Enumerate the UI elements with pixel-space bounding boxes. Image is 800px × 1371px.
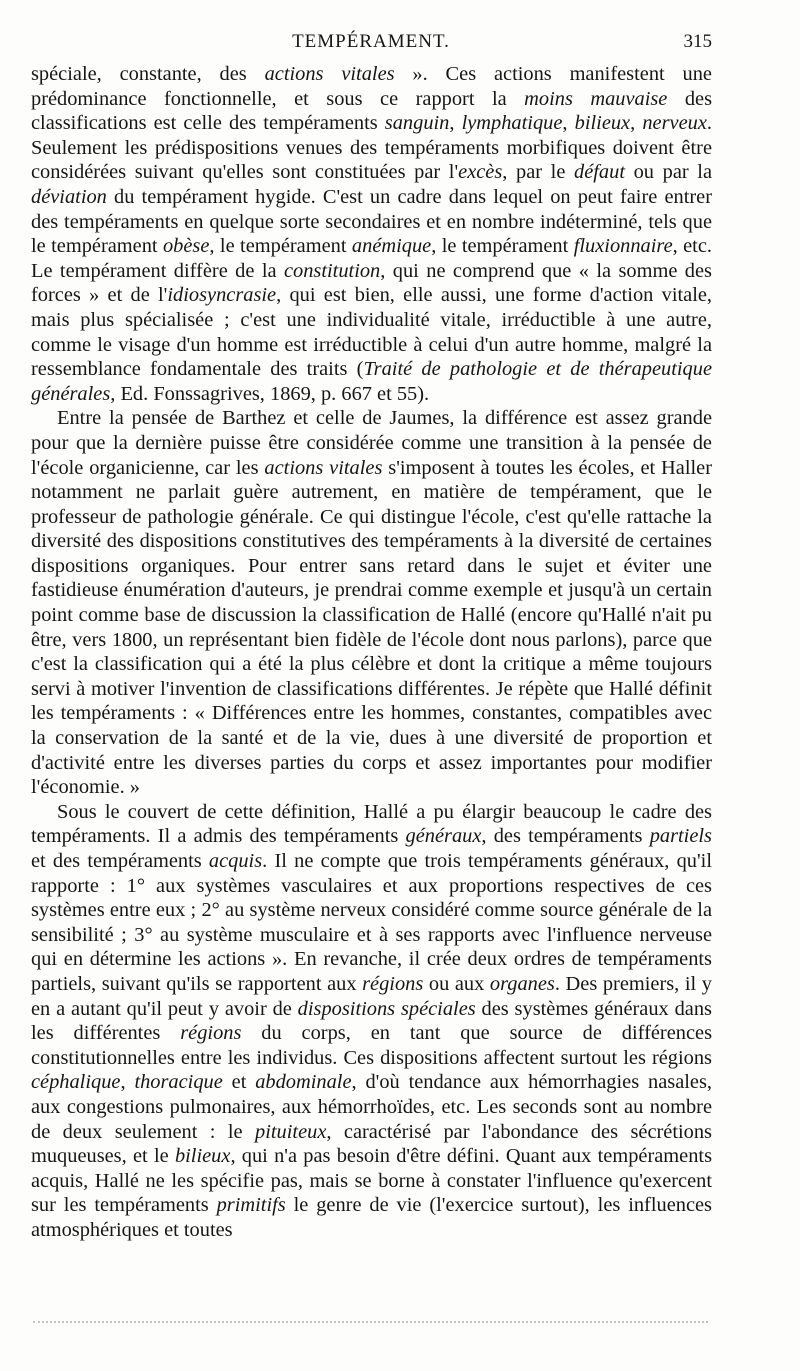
italic-run: Traité de pathologie et de thérapeutique générales <box>31 358 712 405</box>
text-run: , <box>630 112 643 135</box>
text-run: , <box>120 1071 135 1094</box>
text-run: , qui n'a pas besoin d'être défini. Quant aux tempéraments acquis, Hallé ne les spécifie pas, mais se borne à constater l'influence qu'exercent sur les tempéraments <box>31 1145 712 1217</box>
italic-run: céphalique <box>31 1071 121 1094</box>
italic-run: anémique <box>351 235 432 258</box>
italic-run: obèse <box>162 235 210 258</box>
text-run: , caractérisé par l'abondance des sécrétions muqueuses, et le <box>31 1120 712 1168</box>
italic-run: dispositions spéciales <box>297 997 476 1020</box>
text-run: des systèmes généraux dans les différentes <box>31 997 712 1045</box>
italic-run: généraux <box>405 825 482 848</box>
italic-run: sanguin <box>384 112 450 135</box>
text-run: , etc. Le tempérament diffère de la <box>31 235 712 282</box>
italic-run: lymphatique <box>461 112 563 135</box>
text-run: et <box>222 1071 256 1094</box>
text-run: , par le <box>502 161 575 184</box>
italic-run: actions vitales <box>264 456 383 479</box>
text-run: spéciale, constante, des <box>31 63 265 85</box>
text-run: , des tempéraments <box>481 825 650 848</box>
italic-run: abdominale <box>255 1071 352 1094</box>
footer-rule <box>33 1321 708 1323</box>
text-run: Sous le couvert de cette définition, Hallé a pu élargir beaucoup le cadre des tempéraments. Il a admis des tempéraments <box>31 800 712 848</box>
text-run: . Seulement les prédispositions venues des tempéraments morbifiques doivent être considérées suivant qu'elles sont constituées par l' <box>31 112 712 184</box>
text-run: , le tempérament <box>431 235 574 258</box>
text-run: , qui est bien, elle aussi, une forme d'action vitale, mais plus spécialisée ; c'est une individualité vitale, irréductible à une autre, comme le visage d'un homme est irréductible à celui d'un autre homme, malgré la ressemblance fondamentale des traits ( <box>31 284 713 381</box>
italic-run: défaut <box>574 161 625 184</box>
text-run: s'imposent à toutes les écoles, et Haller notamment ne parlait guère autrement, en matière de tempérament, que le professeur de pathologie générale. Ce qui distingue l'école, c'est qu'elle rattache la diversité des dispositions constitutives des tempéraments à la diversité de certaines dispositions organiques. Pour entrer sans retard dans le sujet et éviter une fastidieuse énumération d'auteurs, je prendrai comme exemple et jusqu'à un certain point comme base de discussion la classification de Hallé (encore qu'Hallé n'ait pu être, vers 1800, un représentant bien fidèle de l'école dont nous parlons), parce que c'est la classification qui a été la plus célèbre et dont la critique a même toujours servi à motiver l'invention de classifications différentes. Je répète que Hallé définit les tempéraments : « Différences entre les hommes, constantes, compatibles avec la conservation de la santé et de la vie, dues à une diversité de proportion et d'activité entre les diverses parties du corps et assez importantes pour modifier l'économie. » <box>31 456 712 799</box>
italic-run: bilieux <box>574 112 631 135</box>
italic-run: acquis <box>208 850 263 872</box>
text-run: , le tempérament <box>209 235 352 258</box>
body-text <box>31 62 712 1243</box>
running-title: TEMPÉRAMENT. <box>292 31 450 52</box>
paragraph <box>31 406 712 800</box>
text-run: , Ed. Fonssagrives, 1869, p. 667 et 55). <box>110 382 430 405</box>
text-run: , <box>562 112 575 135</box>
italic-run: primitifs <box>216 1194 286 1217</box>
text-run: du corps, en tant que source de différences constitutionnelles entre les individus. Ces dispositions affectent surtout les régions <box>31 1022 712 1069</box>
page-header <box>30 31 712 57</box>
text-run: , d'où tendance aux hémorrhagies nasales, aux congestions pulmonaires, aux hémorrhoïdes, etc. Les seconds sont au nombre de deux seulement : le <box>31 1071 712 1143</box>
text-run: . Il ne compte que trois tempéraments généraux, qu'il rapporte : 1° aux systèmes vasculaires et aux proportions respectives de ces systèmes entre eux ; 2° au système nerveux considéré comme source générale de la sensibilité ; 3° au système musculaire et à ses rapports avec l'influence nerveuse qui en détermine les actions ». En revanche, il crée deux ordres de tempéraments partiels, suivant qu'ils se rapportent aux <box>31 850 712 995</box>
italic-run: bilieux <box>174 1145 231 1168</box>
text-run: et des tempéraments <box>31 850 209 872</box>
text-run: . Des premiers, il y en a autant qu'il peut y avoir de <box>31 972 712 1020</box>
italic-run: actions vitales <box>264 63 395 85</box>
italic-run: excès <box>458 161 503 184</box>
italic-run: pituiteux <box>255 1120 327 1143</box>
text-run: , qui ne comprend que « la somme des forces » et de l' <box>31 259 712 307</box>
page-number: 315 <box>683 31 712 52</box>
italic-run: nerveux <box>642 112 707 135</box>
text-run: ». Ces actions manifestent une prédominance fonctionnelle, et sous ce rapport la <box>31 63 712 110</box>
italic-run: régions <box>362 972 424 995</box>
text-run: du tempérament hygide. C'est un cadre dans lequel on peut faire entrer des tempéraments en quelque sorte secondaires et en nombre indéterminé, tels que le tempérament <box>31 185 712 258</box>
text-run: Entre la pensée de Barthez et celle de Jaumes, la différence est assez grande pour que la dernière puisse être considérée comme une transition à la pensée de l'école organicienne, car les <box>31 407 712 479</box>
text-run: ou aux <box>423 972 490 995</box>
italic-run: régions <box>180 1022 242 1045</box>
paragraph <box>31 800 712 1243</box>
italic-run: thoracique <box>134 1071 223 1094</box>
text-run: le genre de vie (l'exercice surtout), les influences atmosphériques et toutes <box>31 1194 712 1241</box>
italic-run: organes <box>489 972 555 995</box>
italic-run: déviation <box>31 185 107 208</box>
italic-run: constitution <box>283 259 381 282</box>
paragraph <box>31 62 712 406</box>
italic-run: moins mauvaise <box>524 87 668 110</box>
italic-run: partiels <box>649 825 712 848</box>
italic-run: idiosyncrasie <box>167 284 277 307</box>
text-run: des classifications est celle des tempéraments <box>31 87 713 135</box>
text-run: ou par la <box>624 161 712 184</box>
italic-run: fluxionnaire <box>573 235 673 258</box>
text-run: , <box>449 112 462 135</box>
